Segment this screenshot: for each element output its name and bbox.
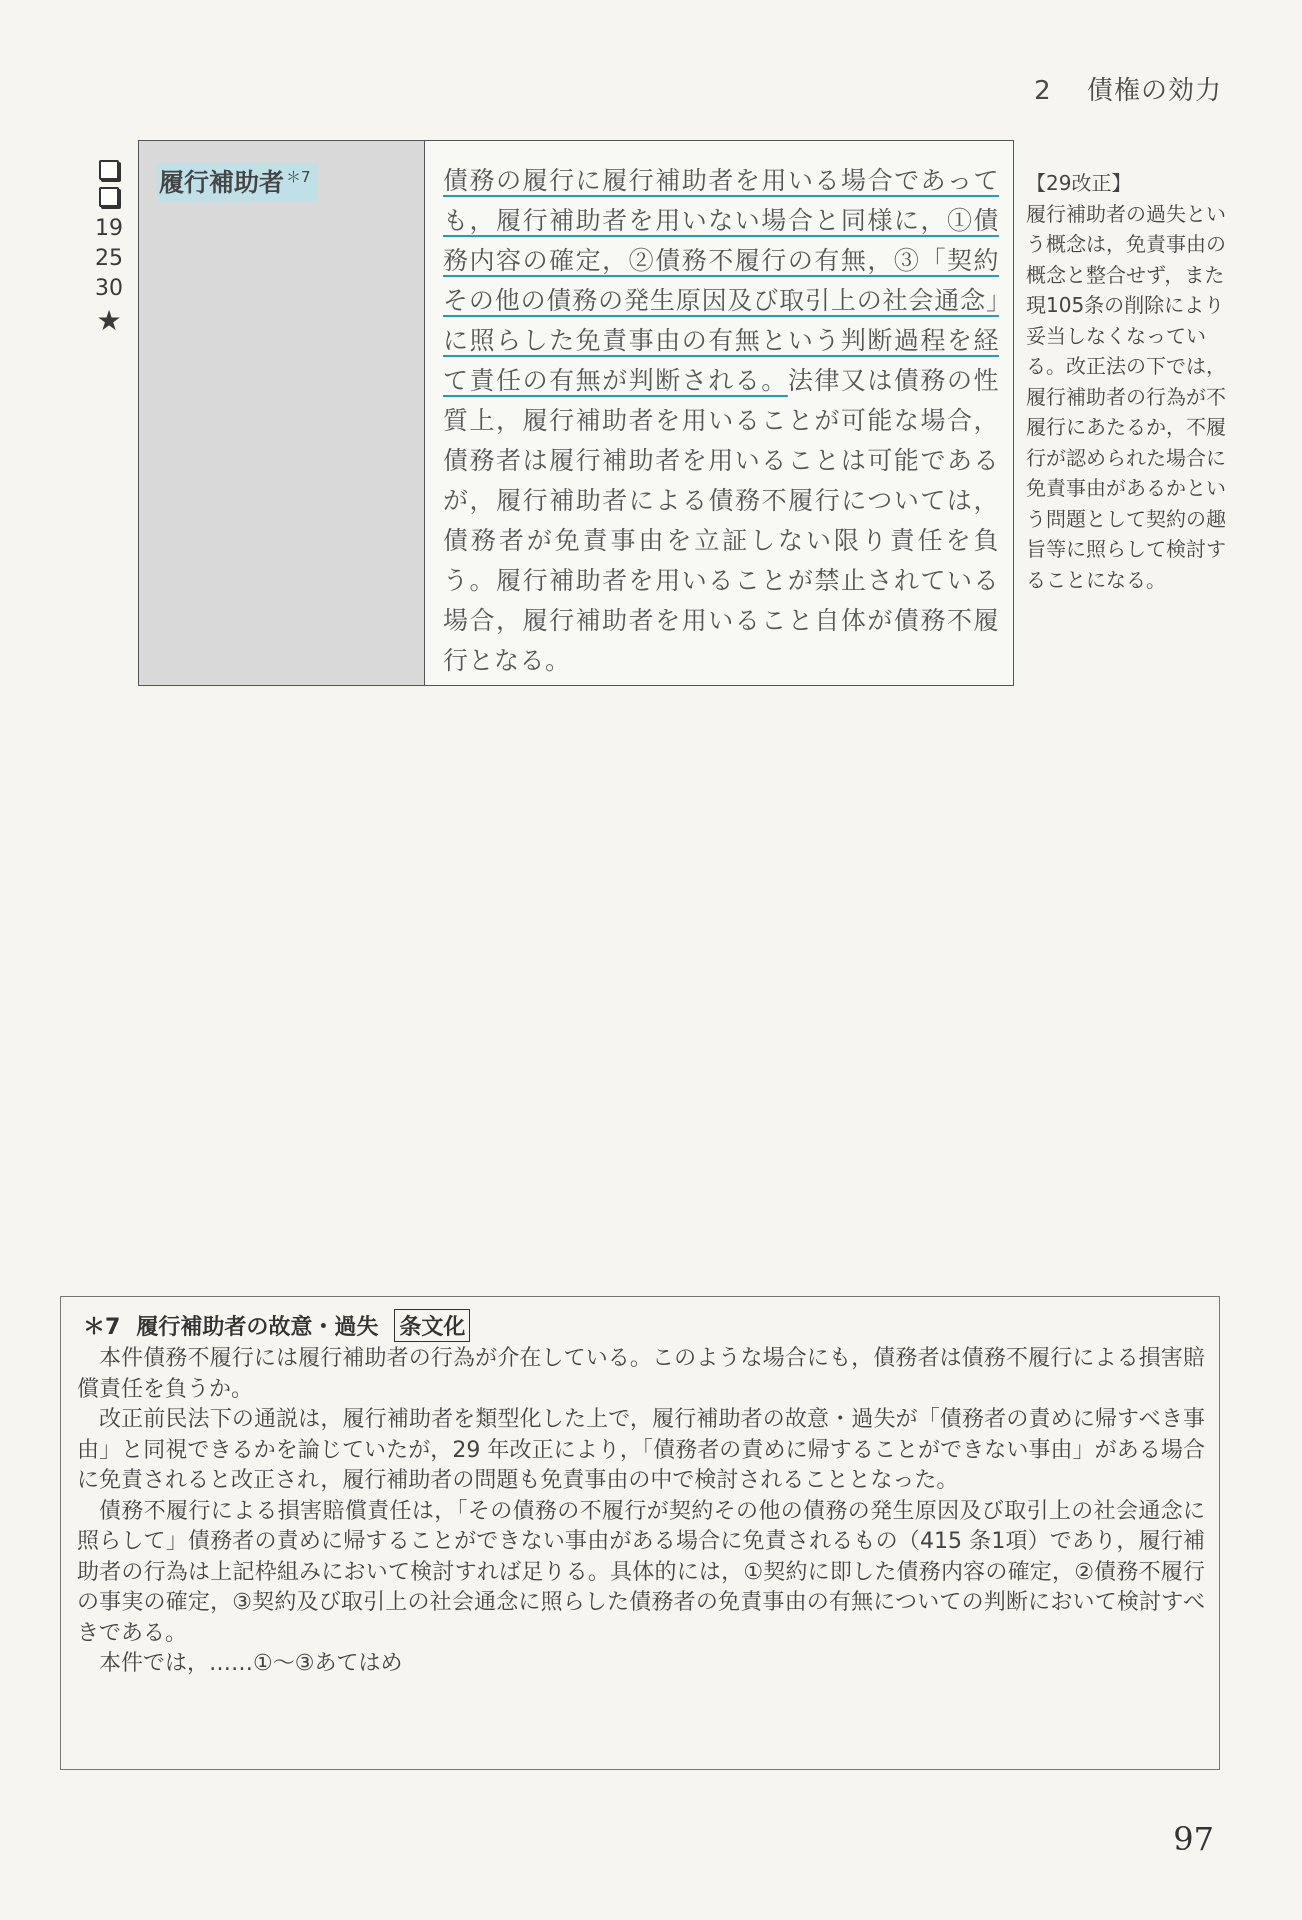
importance-star-icon: ★ — [96, 304, 122, 337]
side-note-tag: 【29改正】 — [1026, 171, 1132, 195]
running-header — [1034, 70, 1222, 107]
side-note — [1026, 168, 1226, 595]
chapter-title: 債権の効力 — [1086, 76, 1222, 106]
exam-year: 19 — [95, 216, 123, 241]
side-note-text: 履行補助者の過失という概念は，免責事由の概念と整合せず，また現105条の削除により妥当しなくなっている。改正法の下では，履行補助者の行為が不履行にあたるか，不履行が認められた場合に免責事由があるかという問題として契約の趣旨等に照らして検討することになる。 — [1026, 201, 1226, 592]
explanation-text — [443, 161, 999, 681]
term-cell — [139, 141, 425, 685]
highlighted-passage: 債務の履行に履行補助者を用いる場合であっても，履行補助者を用いない場合と同様に，①債務内容の確定，②債務不履行の有無，③「契約その他の債務の発生原因及び取引上の社会通念」に照らした免責事由の有無という判断過程を経て責任の有無が判断される。 — [443, 166, 999, 395]
explanation-cell — [425, 141, 1013, 685]
exam-year: 25 — [95, 246, 123, 271]
footnote-paragraph: 本件では，……①〜③あてはめ — [99, 1651, 403, 1676]
exam-year: 30 — [95, 276, 123, 301]
footnote-box — [60, 1296, 1220, 1770]
footnote-heading — [83, 1309, 1205, 1342]
codified-badge: 条文化 — [394, 1309, 470, 1342]
term-heading — [157, 163, 317, 201]
page-number: 97 — [1173, 1820, 1214, 1858]
footnote-reference: ＊7 — [286, 167, 311, 186]
explanation-continuation: 法律又は債務の性質上，履行補助者を用いることが可能な場合，債務者は履行補助者を用いることは可能であるが，履行補助者による債務不履行については，債務者が免責事由を立証しない限り責任を負う。履行補助者を用いることが禁止されている場合，履行補助者を用いること自体が債務不履行となる。 — [443, 366, 999, 675]
footnote-title: 履行補助者の故意・過失 — [136, 1315, 379, 1340]
margin-marks — [94, 160, 124, 338]
entry-table — [138, 140, 1014, 686]
term-text: 履行補助者 — [159, 168, 285, 197]
footnote-number: ＊7 — [83, 1315, 121, 1340]
review-checkbox-2[interactable] — [99, 187, 119, 207]
footnote-paragraph: 本件債務不履行には履行補助者の行為が介在している。このような場合にも，債務者は債務不履行による損害賠償責任を負うか。 — [77, 1346, 1205, 1402]
review-checkbox-1[interactable] — [99, 160, 119, 180]
footnote-paragraph: 債務不履行による損害賠償責任は，「その債務の不履行が契約その他の債務の発生原因及び取引上の社会通念に照らして」債務者の責めに帰することができない事由がある場合に免責されるもの（415 条1項）であり，履行補助者の行為は上記枠組みにおいて検討すれば足りる。具体的には，①契約に即した債務内容の確定，②債務不履行の事実の確定，③契約及び取引上の社会通念に照らした債務者の免責事由の有無についての判断において検討すべきである。 — [77, 1498, 1205, 1646]
footnote-paragraph: 改正前民法下の通説は，履行補助者を類型化した上で，履行補助者の故意・過失が「債務者の責めに帰すべき事由」と同視できるかを論じていたが，29 年改正により，「債務者の責めに帰することができない事由」がある場合に免責されると改正され，履行補助者の問題も免責事由の中で検討されることとなった。 — [77, 1407, 1205, 1493]
chapter-number: 2 — [1034, 76, 1052, 106]
